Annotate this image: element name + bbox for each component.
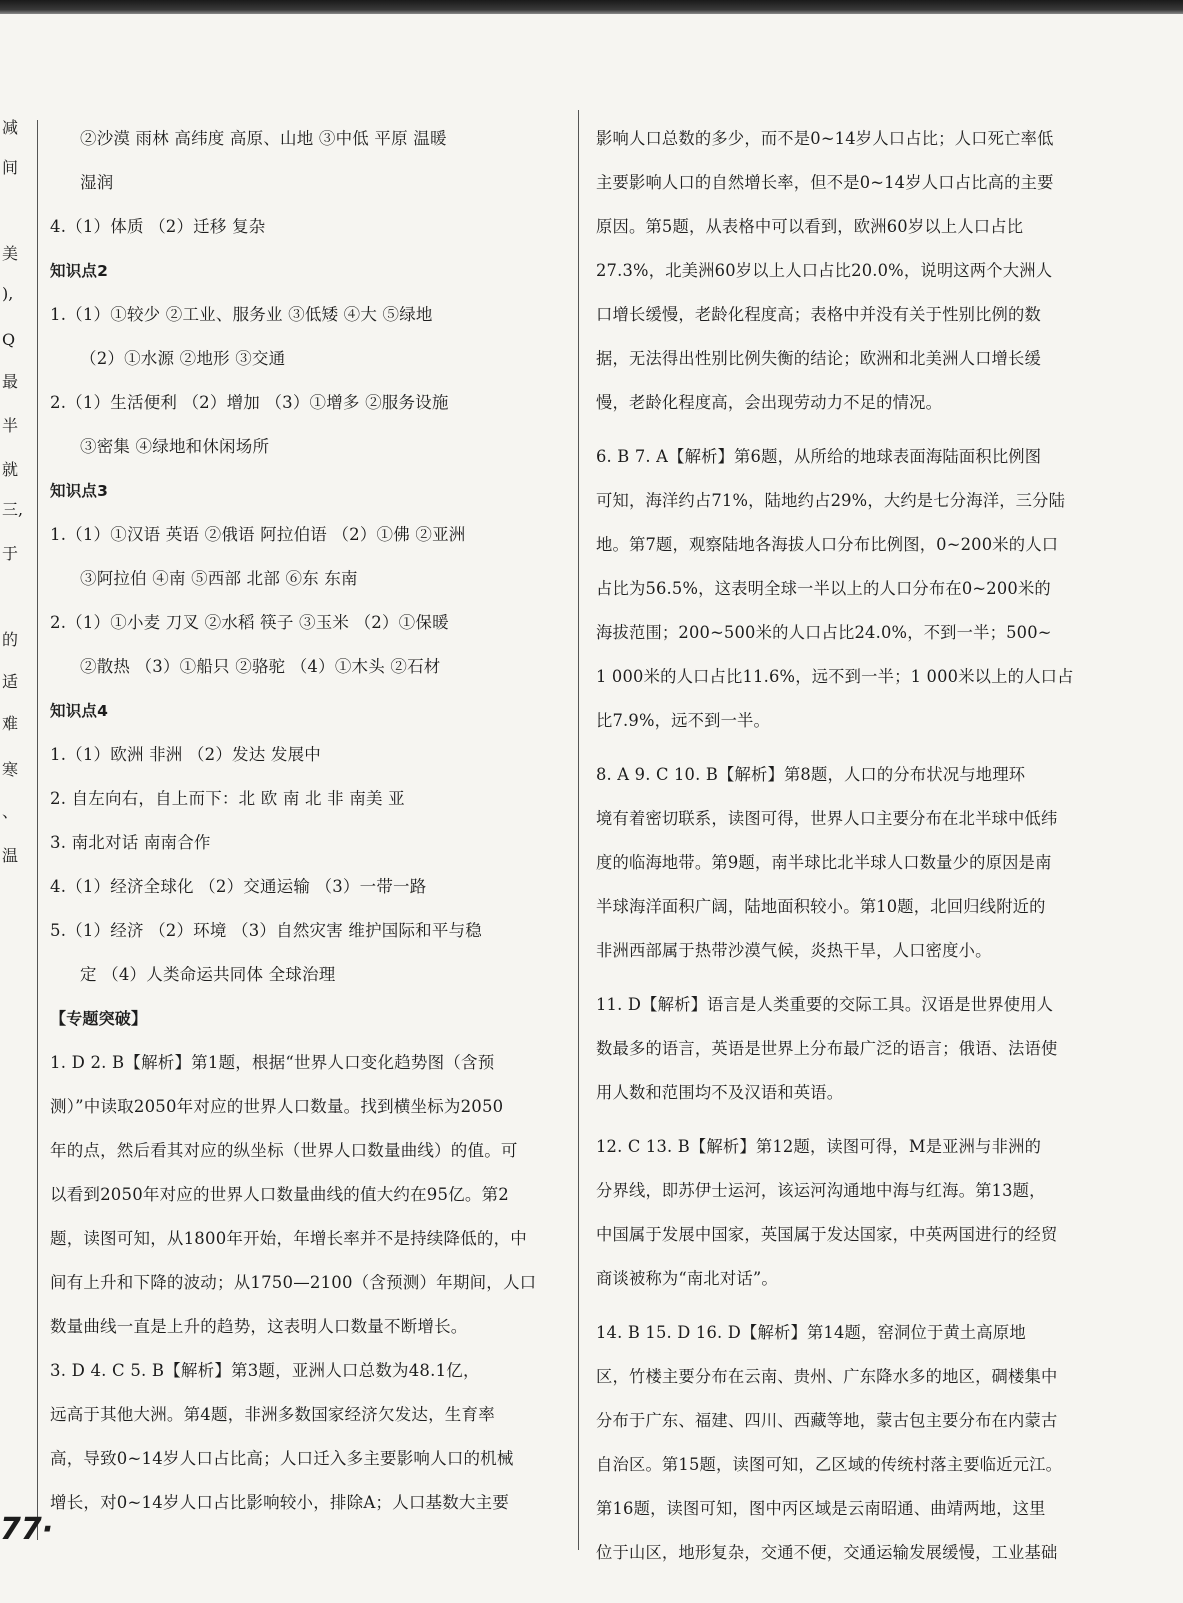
margin-char: 、 xyxy=(2,802,19,821)
answer-line: 3. 南北对话 南南合作 xyxy=(50,833,211,852)
answer-line: 2.（1）①小麦 刀叉 ②水稻 筷子 ③玉米 （2）①保暖 xyxy=(50,613,449,632)
answer-line: 数量曲线一直是上升的趋势，这表明人口数量不断增长。 xyxy=(50,1317,468,1336)
margin-char: 的 xyxy=(2,630,19,649)
answer-line: （2）①水源 ②地形 ③交通 xyxy=(80,349,286,368)
explanation-line: 分界线，即苏伊士运河，该运河沟通地中海与红海。第13题， xyxy=(596,1181,1046,1200)
explanation-line: 半球海洋面积广阔，陆地面积较小。第10题，北回归线附近的 xyxy=(596,897,1046,916)
margin-char: 美 xyxy=(2,244,19,263)
explanation-line: 商谈被称为“南北对话”。 xyxy=(596,1269,778,1288)
explanation-line: 慢，老龄化程度高，会出现劳动力不足的情况。 xyxy=(596,393,943,412)
page-number: 77· xyxy=(0,1512,54,1547)
answer-line: 以看到2050年对应的世界人口数量曲线的值大约在95亿。第2 xyxy=(50,1185,509,1204)
explanation-line: 占比为56.5%，这表明全球一半以上的人口分布在0~200米的 xyxy=(596,579,1051,598)
margin-char: 间 xyxy=(2,158,19,177)
answer-line: 4.（1）体质 （2）迁移 复杂 xyxy=(50,217,266,236)
explanation-line: 度的临海地带。第9题，南半球比北半球人口数量少的原因是南 xyxy=(596,853,1052,872)
explanation-line: 27.3%，北美洲60岁以上人口占比20.0%，说明这两个大洲人 xyxy=(596,261,1053,280)
explanation-line: 1 000米的人口占比11.6%，远不到一半；1 000米以上的人口占 xyxy=(596,667,1074,686)
left-column xyxy=(50,117,570,1525)
answer-line: 4.（1）经济全球化 （2）交通运输 （3）一带一路 xyxy=(50,877,427,896)
answer-line: 题，读图可知，从1800年开始，年增长率并不是持续降低的，中 xyxy=(50,1229,527,1248)
answer-line: 湿润 xyxy=(80,173,114,192)
explanation-line: 数最多的语言，英语是世界上分布最广泛的语言；俄语、法语使 xyxy=(596,1039,1058,1058)
answer-line: ③密集 ④绿地和休闲场所 xyxy=(80,437,270,456)
answer-line: 定 （4）人类命运共同体 全球治理 xyxy=(80,965,336,984)
answer-line: ②散热 （3）①船只 ②骆驼 （4）①木头 ②石材 xyxy=(80,657,441,676)
explanation-line: 地。第7题，观察陆地各海拔人口分布比例图，0~200米的人口 xyxy=(596,535,1059,554)
margin-char: ), xyxy=(2,284,14,303)
answer-line: ③阿拉伯 ④南 ⑤西部 北部 ⑥东 东南 xyxy=(80,569,358,588)
column-divider xyxy=(578,110,579,1550)
answer-line: 高，导致0~14岁人口占比高；人口迁入多主要影响人口的机械 xyxy=(50,1449,514,1468)
margin-char: 寒 xyxy=(2,760,19,779)
section-heading: 知识点4 xyxy=(50,702,109,720)
explanation-line: 11. D【解析】语言是人类重要的交际工具。汉语是世界使用人 xyxy=(596,995,1054,1014)
answer-line: 年的点，然后看其对应的纵坐标（世界人口数量曲线）的值。可 xyxy=(50,1141,518,1160)
explanation-line: 影响人口总数的多少，而不是0~14岁人口占比；人口死亡率低 xyxy=(596,129,1054,148)
explanation-line: 海拔范围；200~500米的人口占比24.0%，不到一半；500~ xyxy=(596,623,1052,642)
right-column xyxy=(596,117,1136,1575)
answer-line: 远高于其他大洲。第4题，非洲多数国家经济欠发达，生育率 xyxy=(50,1405,495,1424)
answer-line: 1.（1）欧洲 非洲 （2）发达 发展中 xyxy=(50,745,321,764)
margin-char: 减 xyxy=(2,118,19,137)
explanation-line: 用人数和范围均不及汉语和英语。 xyxy=(596,1083,844,1102)
section-heading: 知识点2 xyxy=(50,262,109,280)
explanation-line: 可知，海洋约占71%，陆地约占29%，大约是七分海洋，三分陆 xyxy=(596,491,1066,510)
margin-char: 适 xyxy=(2,672,19,691)
explanation-line: 中国属于发展中国家，英国属于发达国家，中英两国进行的经贸 xyxy=(596,1225,1058,1244)
margin-char: 三, xyxy=(2,500,24,519)
explanation-line: 8. A 9. C 10. B【解析】第8题，人口的分布状况与地理环 xyxy=(596,765,1026,784)
answer-line: 1. D 2. B【解析】第1题，根据“世界人口变化趋势图（含预 xyxy=(50,1053,495,1072)
margin-char: 最 xyxy=(2,372,19,391)
answer-line: 3. D 4. C 5. B【解析】第3题，亚洲人口总数为48.1亿， xyxy=(50,1361,480,1380)
answer-line: 2.（1）生活便利 （2）增加 （3）①增多 ②服务设施 xyxy=(50,393,449,412)
answer-line: 1.（1）①较少 ②工业、服务业 ③低矮 ④大 ⑤绿地 xyxy=(50,305,433,324)
left-rule xyxy=(37,120,38,1540)
explanation-line: 口增长缓慢，老龄化程度高；表格中并没有关于性别比例的数 xyxy=(596,305,1041,324)
answer-line: 1.（1）①汉语 英语 ②俄语 阿拉伯语 （2）①佛 ②亚洲 xyxy=(50,525,466,544)
answer-line: 2. 自左向右，自上而下：北 欧 南 北 非 南美 亚 xyxy=(50,789,405,808)
margin-char: 温 xyxy=(2,846,19,865)
margin-char: 就 xyxy=(2,460,19,479)
explanation-line: 据，无法得出性别比例失衡的结论；欧洲和北美洲人口增长缓 xyxy=(596,349,1041,368)
section-heading: 知识点3 xyxy=(50,482,109,500)
answer-line: 增长，对0~14岁人口占比影响较小，排除A；人口基数大主要 xyxy=(50,1493,510,1512)
explanation-line: 12. C 13. B【解析】第12题，读图可得，M是亚洲与非洲的 xyxy=(596,1137,1042,1156)
answer-line: 间有上升和下降的波动；从1750—2100（含预测）年期间，人口 xyxy=(50,1273,537,1292)
explanation-line: 非洲西部属于热带沙漠气候，炎热干旱，人口密度小。 xyxy=(596,941,992,960)
special-section-heading: 【专题突破】 xyxy=(50,1009,148,1028)
margin-char: 难 xyxy=(2,714,19,733)
explanation-line: 14. B 15. D 16. D【解析】第14题，窑洞位于黄土高原地 xyxy=(596,1323,1026,1342)
explanation-line: 主要影响人口的自然增长率，但不是0~14岁人口占比高的主要 xyxy=(596,173,1054,192)
answer-line: ②沙漠 雨林 高纬度 高原、山地 ③中低 平原 温暖 xyxy=(80,129,447,148)
answer-line: 测）”中读取2050年对应的世界人口数量。找到横坐标为2050 xyxy=(50,1097,504,1116)
explanation-line: 自治区。第15题，读图可知，乙区域的传统村落主要临近元江。 xyxy=(596,1455,1063,1474)
explanation-line: 分布于广东、福建、四川、西藏等地，蒙古包主要分布在内蒙古 xyxy=(596,1411,1058,1430)
margin-char: Q xyxy=(2,330,16,349)
explanation-line: 位于山区，地形复杂，交通不便，交通运输发展缓慢，工业基础 xyxy=(596,1543,1058,1562)
explanation-line: 第16题，读图可知，图中丙区域是云南昭通、曲靖两地，这里 xyxy=(596,1499,1046,1518)
explanation-line: 境有着密切联系，读图可得，世界人口主要分布在北半球中低纬 xyxy=(596,809,1058,828)
explanation-line: 区，竹楼主要分布在云南、贵州、广东降水多的地区，碉楼集中 xyxy=(596,1367,1058,1386)
explanation-line: 比7.9%，远不到一半。 xyxy=(596,711,771,730)
explanation-line: 6. B 7. A【解析】第6题，从所给的地球表面海陆面积比例图 xyxy=(596,447,1042,466)
explanation-line: 原因。第5题，从表格中可以看到，欧洲60岁以上人口占比 xyxy=(596,217,1024,236)
margin-char: 于 xyxy=(2,544,19,563)
margin-char: 半 xyxy=(2,416,19,435)
scan-top-edge xyxy=(0,0,1183,14)
answer-line: 5.（1）经济 （2）环境 （3）自然灾害 维护国际和平与稳 xyxy=(50,921,482,940)
